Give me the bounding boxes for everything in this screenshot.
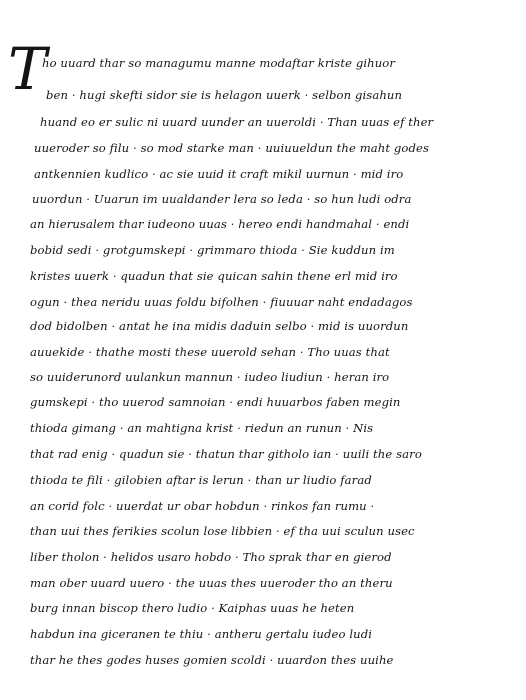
manuscript-line: thioda gimang · an mahtigna krist · riedun an runun · Nis: [30, 421, 374, 435]
manuscript-line: than uui thes ferikies scolun lose libbien · ef tha uui sculun usec: [30, 524, 415, 538]
manuscript-line: gumskepi · tho uuerod samnoian · endi huuarbos faben megin: [30, 395, 401, 409]
manuscript-line: ogun · thea neridu uuas foldu bifolhen · fiuuuar naht endadagos: [30, 295, 413, 309]
manuscript-line: uueroder so filu · so mod starke man · uuiuueldun the maht godes: [34, 141, 430, 155]
illuminated-initial-letter: T: [8, 35, 47, 103]
manuscript-line: dod bidolben · antat he ina midis daduin selbo · mid is uuordun: [30, 319, 409, 333]
manuscript-line: antkennien kudlico · ac sie uuid it craft mikil uurnun · mid iro: [34, 167, 404, 181]
manuscript-line: huand eo er sulic ni uuard uunder an uueroldi · Than uuas ef ther: [40, 115, 434, 129]
manuscript-line: burg innan biscop thero ludio · Kaiphas uuas he heten: [30, 601, 355, 615]
manuscript-line: habdun ina giceranen te thiu · antheru gertalu iudeo ludi: [30, 627, 373, 641]
manuscript-line: liber tholon · helidos usaro hobdo · Tho sprak thar en gierod: [30, 550, 392, 564]
manuscript-line: so uuiderunord uulankun mannun · iudeo liudiun · heran iro: [30, 370, 390, 384]
manuscript-line: kristes uuerk · quadun that sie quican sahin thene erl mid iro: [30, 269, 398, 283]
manuscript-line: an hierusalem thar iudeono uuas · hereo endi handmahal · endi: [30, 217, 410, 231]
manuscript-line: that rad enig · quadun sie · thatun thar githolo ian · uuili the saro: [30, 447, 422, 461]
manuscript-line: thioda te fili · gilobien aftar is lerun · than ur liudio farad: [30, 473, 372, 487]
manuscript-line: uuordun · Uuarun im uualdander lera so leda · so hun ludi odra: [32, 192, 412, 206]
manuscript-line: ben · hugi skefti sidor sie is helagon uuerk · selbon gisahun: [46, 88, 403, 102]
manuscript-line: auuekide · thathe mosti these uuerold sehan · Tho uuas that: [30, 345, 390, 359]
manuscript-line: an corid folc · uuerdat ur obar hobdun · rinkos fan rumu ·: [30, 499, 375, 513]
manuscript-line: thar he thes godes huses gomien scoldi · uuardon thes uuihe: [30, 653, 394, 667]
manuscript-line: ho uuard thar so managumu manne modaftar kriste gihuor: [42, 56, 396, 70]
manuscript-line: bobid sedi · grotgumskepi · grimmaro thioda · Sie kuddun im: [30, 243, 395, 257]
manuscript-line: man ober uuard uuero · the uuas thes uueroder tho an theru: [30, 576, 393, 590]
